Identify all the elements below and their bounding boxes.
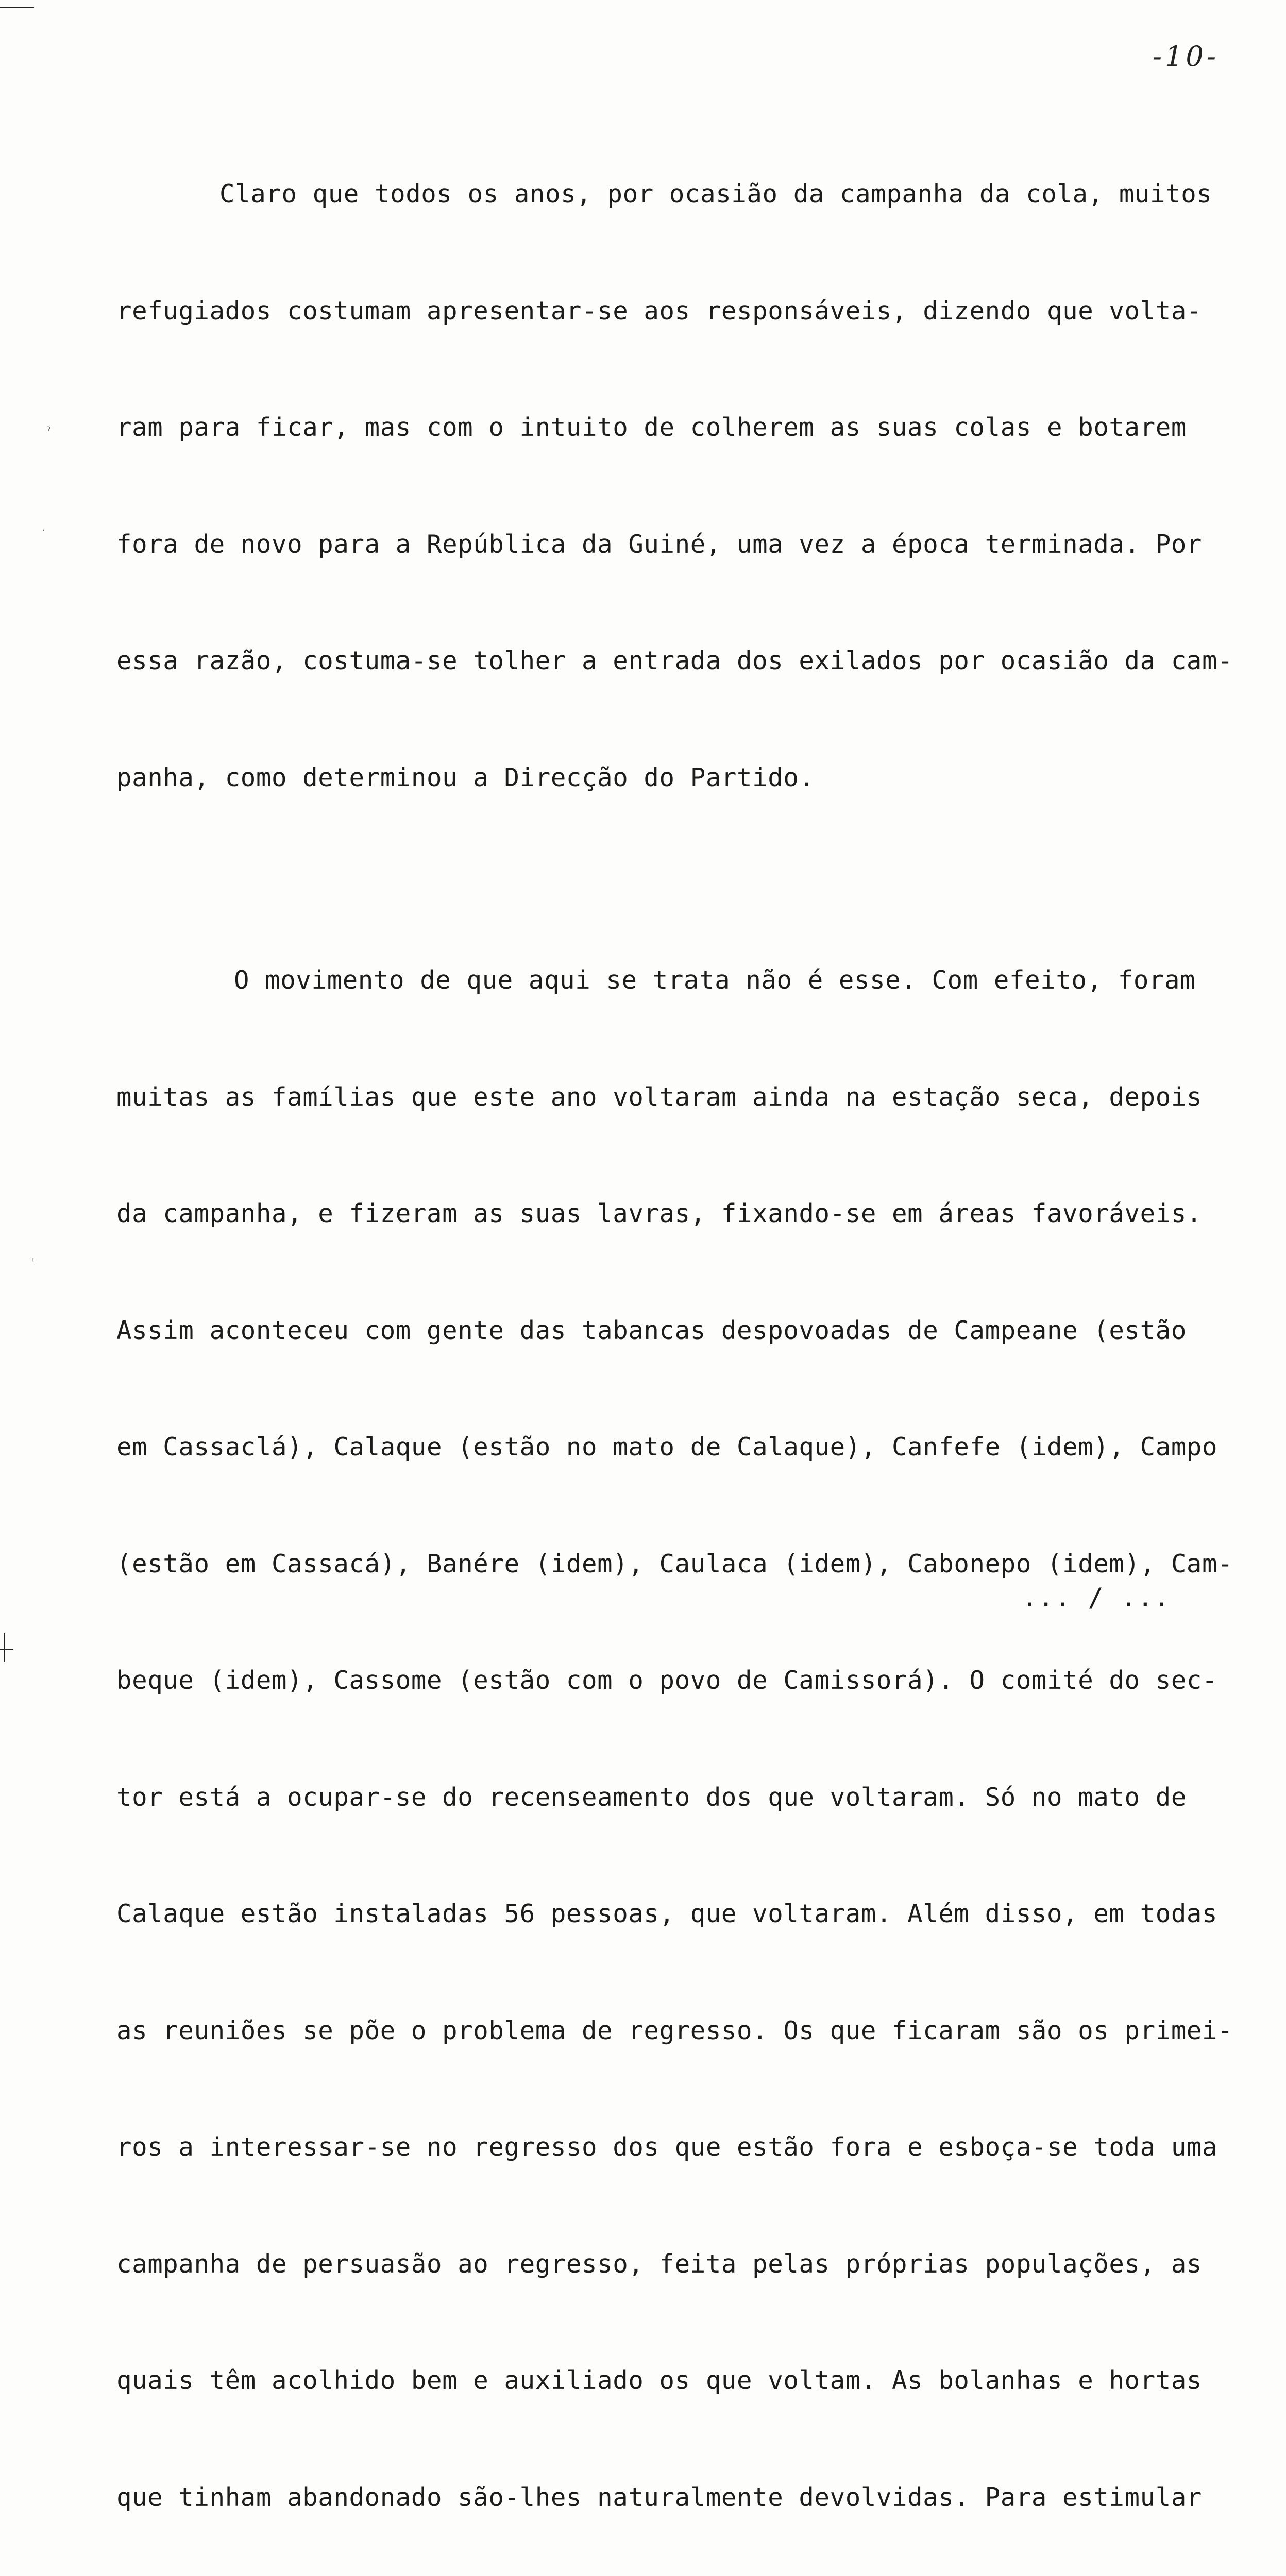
page-number: -10-	[1152, 40, 1219, 73]
margin-mark: ˀ	[45, 427, 53, 439]
paragraph	[116, 883, 1271, 2576]
text-line: fora de novo para a República da Guiné, uma vez a época terminada. Por	[116, 529, 1203, 559]
text-line: essa razão, costuma-se tolher a entrada dos exilados por ocasião da cam-	[116, 646, 1233, 675]
text-line: quais têm acolhido bem e auxiliado os que voltam. As bolanhas e hortas	[116, 2366, 1203, 2395]
paragraph	[116, 97, 1271, 875]
text-line: as reuniões se põe o problema de regresso. Os que ficaram são os primei-	[116, 2015, 1233, 2045]
text-line: em Cassaclá), Calaque (estão no mato de Calaque), Canfefe (idem), Campo	[116, 1432, 1218, 1462]
text-line: O movimento de que aqui se trata não é esse. Com efeito, foram	[234, 965, 1196, 995]
bottom-left-edge-mark	[0, 1649, 13, 1650]
text-line: beque (idem), Cassome (estão com o povo de Camissorá). O comité do sec-	[116, 1666, 1218, 1695]
text-line: muitas as famílias que este ano voltaram ainda na estação seca, depois	[116, 1082, 1203, 1112]
margin-mark: ᵗ	[30, 1256, 37, 1269]
text-line: tor está a ocupar-se do recenseamento dos que voltaram. Só no mato de	[116, 1782, 1187, 1812]
text-line: campanha de persuasão ao regresso, feita pelas próprias populações, as	[116, 2249, 1203, 2279]
continuation-mark: ... / ...	[1022, 1583, 1171, 1613]
text-line: ram para ficar, mas com o intuito de colherem as suas colas e botarem	[116, 413, 1187, 442]
text-line: panha, como determinou a Direcção do Partido.	[116, 762, 815, 792]
text-line: da campanha, e fizeram as suas lavras, fixando-se em áreas favoráveis.	[116, 1199, 1203, 1228]
text-line: que tinham abandonado são-lhes naturalmente devolvidas. Para estimular	[116, 2482, 1203, 2512]
body-text	[116, 97, 1271, 2576]
text-line: ros a interessar-se no regresso dos que estão fora e esboça-se toda uma	[116, 2132, 1218, 2162]
bottom-left-edge-tick	[4, 1633, 5, 1662]
text-line: Calaque estão instaladas 56 pessoas, que voltaram. Além disso, em todas	[116, 1899, 1218, 1928]
text-line: Claro que todos os anos, por ocasião da campanha da cola, muitos	[219, 179, 1212, 209]
text-line: (estão em Cassacá), Banére (idem), Caulaca (idem), Cabonepo (idem), Cam-	[116, 1549, 1233, 1579]
margin-mark: ·	[40, 524, 47, 537]
text-line: Assim aconteceu com gente das tabancas despovoadas de Campeane (estão	[116, 1315, 1187, 1345]
text-line: refugiados costumam apresentar-se aos responsáveis, dizendo que volta-	[116, 296, 1203, 326]
top-left-edge-mark	[0, 7, 34, 8]
